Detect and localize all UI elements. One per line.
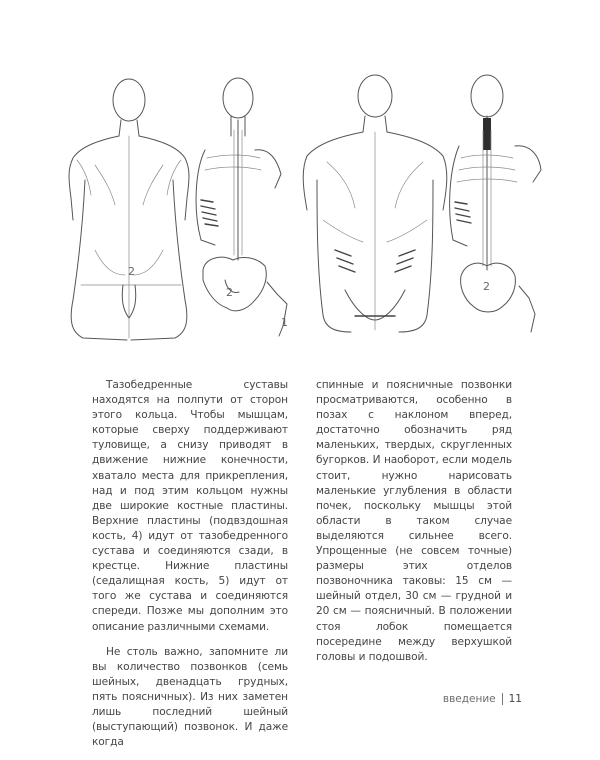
paragraph-1: Тазобедренные суставы находятся на полпути от сторон этого кольца. Чтобы мышцам, которые сверху поддерживают туловище, а снизу приводят в движение нижние конечности, хватало места для прикрепления, над и под этим кольцом нужны две широкие костные пластины. Верхние пластины (подвздошная кость, 4) идут от тазобедренного сустава и соединяются сзади, в крестце. Нижние пластины (седалищная кость, 5) идут от того же сустава и соединяются спереди. Позже мы дополним это описание различными схемами. bbox=[92, 379, 288, 633]
figure-label-2-a: 2 bbox=[128, 265, 135, 278]
text-column-left bbox=[92, 378, 288, 760]
skeleton-sketch-2 bbox=[450, 75, 541, 332]
torso-back-sketch-1 bbox=[69, 79, 189, 340]
figure-label-2-c: 2 bbox=[483, 280, 490, 293]
footer-divider bbox=[502, 693, 503, 705]
figure-label-2-b: 2 bbox=[226, 286, 233, 299]
torso-back-sketch-2 bbox=[303, 75, 447, 332]
figure-number: 1 bbox=[281, 316, 288, 329]
page-number: 11 bbox=[508, 693, 522, 705]
section-name: введение bbox=[442, 693, 496, 705]
paragraph-3: спинные и поясничные позвонки просматриваются, особенно в позах с наклоном вперед, достаточно обозначить ряд маленьких, твердых, скругленных бугорков. И наоборот, если модель стоит, нужно нарисовать маленькие углубления в области почек, поскольку мышцы этой области в таком случае выделяются сильнее всего. Упрощенные (не совсем точные) размеры этих отделов позвоночника таковы: 15 см — шейный отдел, 30 см — грудной и 20 см — поясничный. В положении стоя лобок помещается посередине между верхушкой головы и подошвой. bbox=[316, 379, 512, 663]
anatomy-sketches bbox=[55, 70, 545, 350]
paragraph-2: Не столь важно, запомните ли вы количество позвонков (семь шейных, двенадцать грудных, пять поясничных). Из них заметен лишь последний шейный (выступающий) позвонок. И даже когда bbox=[92, 645, 288, 749]
page-footer bbox=[443, 693, 522, 705]
skeleton-sketch-1 bbox=[196, 78, 287, 336]
